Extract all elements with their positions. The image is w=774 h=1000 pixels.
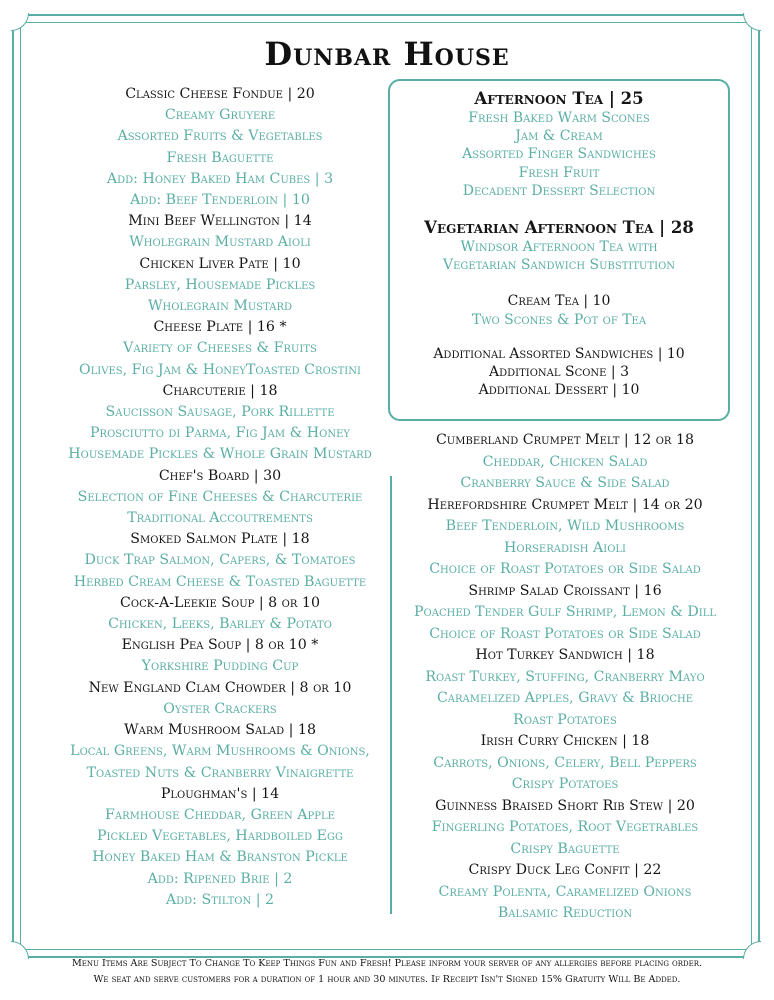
menu-item-description: Crispy Potatoes xyxy=(511,776,619,792)
menu-item-description: Crispy Baguette xyxy=(510,840,620,857)
menu-item-description: Fresh Baguette xyxy=(166,149,274,166)
tea-addition: Additional Scone | 3 xyxy=(489,364,629,381)
tea-item: Fresh Baked Warm Scones xyxy=(468,110,650,126)
menu-item-title: Ploughman's | 14 xyxy=(160,785,280,802)
tea-item: Jam & Cream xyxy=(515,128,603,145)
menu-item-description: Creamy Polenta, Caramelized Onions xyxy=(438,883,692,900)
menu-item-description: Variety of Cheeses & Fruits xyxy=(123,340,317,357)
menu-item-title: New England Clam Chowder | 8 or 10 xyxy=(88,679,352,696)
menu-item-description: Cheddar, Chicken Salad xyxy=(482,453,648,470)
menu-item-description: Add: Stilton | 2 xyxy=(165,891,275,908)
menu-item-description: Caramelized Apples, Gravy & Brioche xyxy=(436,690,694,706)
menu-item-description: Honey Baked Ham & Branston Pickle xyxy=(92,849,348,866)
menu-item-title: English Pea Soup | 8 or 10 * xyxy=(121,637,319,654)
cream-tea-title: Cream Tea | 10 xyxy=(507,293,611,310)
menu-item-description: Duck Trap Salmon, Capers, & Tomatoes xyxy=(84,552,356,569)
menu-item-description: Add: Honey Baked Ham Cubes | 3 xyxy=(106,170,334,187)
menu-item-description: Oyster Crackers xyxy=(163,700,277,717)
menu-item-description: Carrots, Onions, Celery, Bell Peppers xyxy=(433,754,697,771)
menu-item-description: Add: Ripened Brie | 2 xyxy=(147,870,293,887)
menu-item-description: Fingerling Potatoes, Root Vegetrables xyxy=(431,819,699,835)
menu-item-description: Farmhouse Cheddar, Green Apple xyxy=(105,806,335,823)
menu-item-description: Cranberry Sauce & Side Salad xyxy=(460,475,670,491)
menu-item-title: Cheese Plate | 16 * xyxy=(153,319,287,336)
menu-item-title: Smoked Salmon Plate | 18 xyxy=(130,531,310,548)
menu-item-description: Poached Tender Gulf Shrimp, Lemon & Dill xyxy=(414,604,716,620)
menu-item-description: Yorkshire Pudding Cup xyxy=(141,658,299,675)
menu-item-title: Cock-A-Leekie Soup | 8 or 10 xyxy=(120,594,320,611)
menu-item-description: Horseradish Aioli xyxy=(503,539,627,556)
menu-item-description: Balsamic Reduction xyxy=(497,905,633,921)
tea-item: Windsor Afternoon Tea with xyxy=(460,239,658,256)
menu-item-description: Creamy Gruyere xyxy=(164,107,276,124)
menu-item-title: Crispy Duck Leg Confit | 22 xyxy=(468,862,662,878)
menu-item-title: Cumberland Crumpet Melt | 12 or 18 xyxy=(435,432,695,448)
menu-item-description: Saucisson Sausage, Pork Rillette xyxy=(105,404,335,421)
menu-item-title: Mini Beef Wellington | 14 xyxy=(128,213,312,230)
menu-item-description: Assorted Fruits & Vegetables xyxy=(117,128,323,145)
tea-item: Assorted Finger Sandwiches xyxy=(462,146,656,163)
menu-item-description: Pickled Vegetables, Hardboiled Egg xyxy=(96,828,344,845)
menu-item-title: Warm Mushroom Salad | 18 xyxy=(124,722,316,739)
menu-item-title: Chef's Board | 30 xyxy=(158,467,282,484)
footer-line: Menu Items Are Subject To Change To Keep Things Fun and Fresh! Please inform your server of any allergies before placing order. xyxy=(71,958,703,969)
menu-item-title: Shrimp Salad Croissant | 16 xyxy=(468,582,662,599)
tea-item: Decadent Dessert Selection xyxy=(462,182,656,199)
menu-item-description: Selection of Fine Cheeses & Charcuterie xyxy=(77,488,363,505)
afternoon-tea-box xyxy=(388,79,730,421)
left-menu-column xyxy=(55,84,385,911)
menu-item-description: Wholegrain Mustard Aioli xyxy=(129,234,311,251)
right-menu-column xyxy=(395,430,735,925)
menu-item-description: Choice of Roast Potatoes or Side Salad xyxy=(429,561,701,577)
page-title: Dunbar House xyxy=(264,35,510,73)
menu-item-description: Prosciutto di Parma, Fig Jam & Honey xyxy=(90,425,350,442)
menu-item-description: Wholegrain Mustard xyxy=(147,298,293,315)
menu-item-description: Chicken, Leeks, Barley & Potato xyxy=(108,616,332,633)
menu-item-description: Parsley, Housemade Pickles xyxy=(124,276,316,293)
vegetarian-tea-title: Vegetarian Afternoon Tea | 28 xyxy=(424,218,694,238)
column-divider xyxy=(390,476,392,914)
tea-addition: Additional Assorted Sandwiches | 10 xyxy=(433,345,685,362)
menu-item-description: Housemade Pickles & Whole Grain Mustard xyxy=(68,446,372,463)
afternoon-tea-title: Afternoon Tea | 25 xyxy=(474,89,644,108)
menu-item-title: Herefordshire Crumpet Melt | 14 or 20 xyxy=(427,496,703,513)
menu-item-description: Roast Turkey, Stuffing, Cranberry Mayo xyxy=(425,668,705,685)
menu-item-title: Irish Curry Chicken | 18 xyxy=(480,733,650,749)
tea-item: Two Scones & Pot of Tea xyxy=(471,311,647,328)
menu-item-description: Herbed Cream Cheese & Toasted Baguette xyxy=(73,573,367,590)
menu-item-description: Traditional Accoutrements xyxy=(127,510,313,527)
menu-item-description: Local Greens, Warm Mushrooms & Onions, xyxy=(70,743,370,760)
tea-addition: Additional Dessert | 10 xyxy=(478,382,640,399)
menu-item-description: Roast Potatoes xyxy=(513,711,617,728)
footer-line: We seat and serve customers for a duration of 1 hour and 30 minutes. If Receipt Isn't Signed 15% Gratuity Will Be Added. xyxy=(93,974,681,985)
menu-item-description: Add: Beef Tenderloin | 10 xyxy=(130,192,310,209)
menu-item-title: Hot Turkey Sandwich | 18 xyxy=(475,647,655,663)
tea-item: Vegetarian Sandwich Substitution xyxy=(442,257,676,274)
footer-notice xyxy=(0,956,774,988)
menu-item-description: Toasted Nuts & Cranberry Vinaigrette xyxy=(86,764,354,781)
tea-item: Fresh Fruit xyxy=(518,164,600,181)
menu-item-title: Classic Cheese Fondue | 20 xyxy=(125,86,315,102)
menu-item-title: Charcuterie | 18 xyxy=(162,382,278,399)
menu-item-title: Guinness Braised Short Rib Stew | 20 xyxy=(435,797,695,814)
menu-item-description: Beef Tenderloin, Wild Mushrooms xyxy=(445,518,685,534)
menu-item-description: Olives, Fig Jam & HoneyToasted Crostini xyxy=(79,361,361,378)
menu-item-title: Chicken Liver Pate | 10 xyxy=(139,255,301,272)
menu-item-description: Choice of Roast Potatoes or Side Salad xyxy=(429,625,701,642)
